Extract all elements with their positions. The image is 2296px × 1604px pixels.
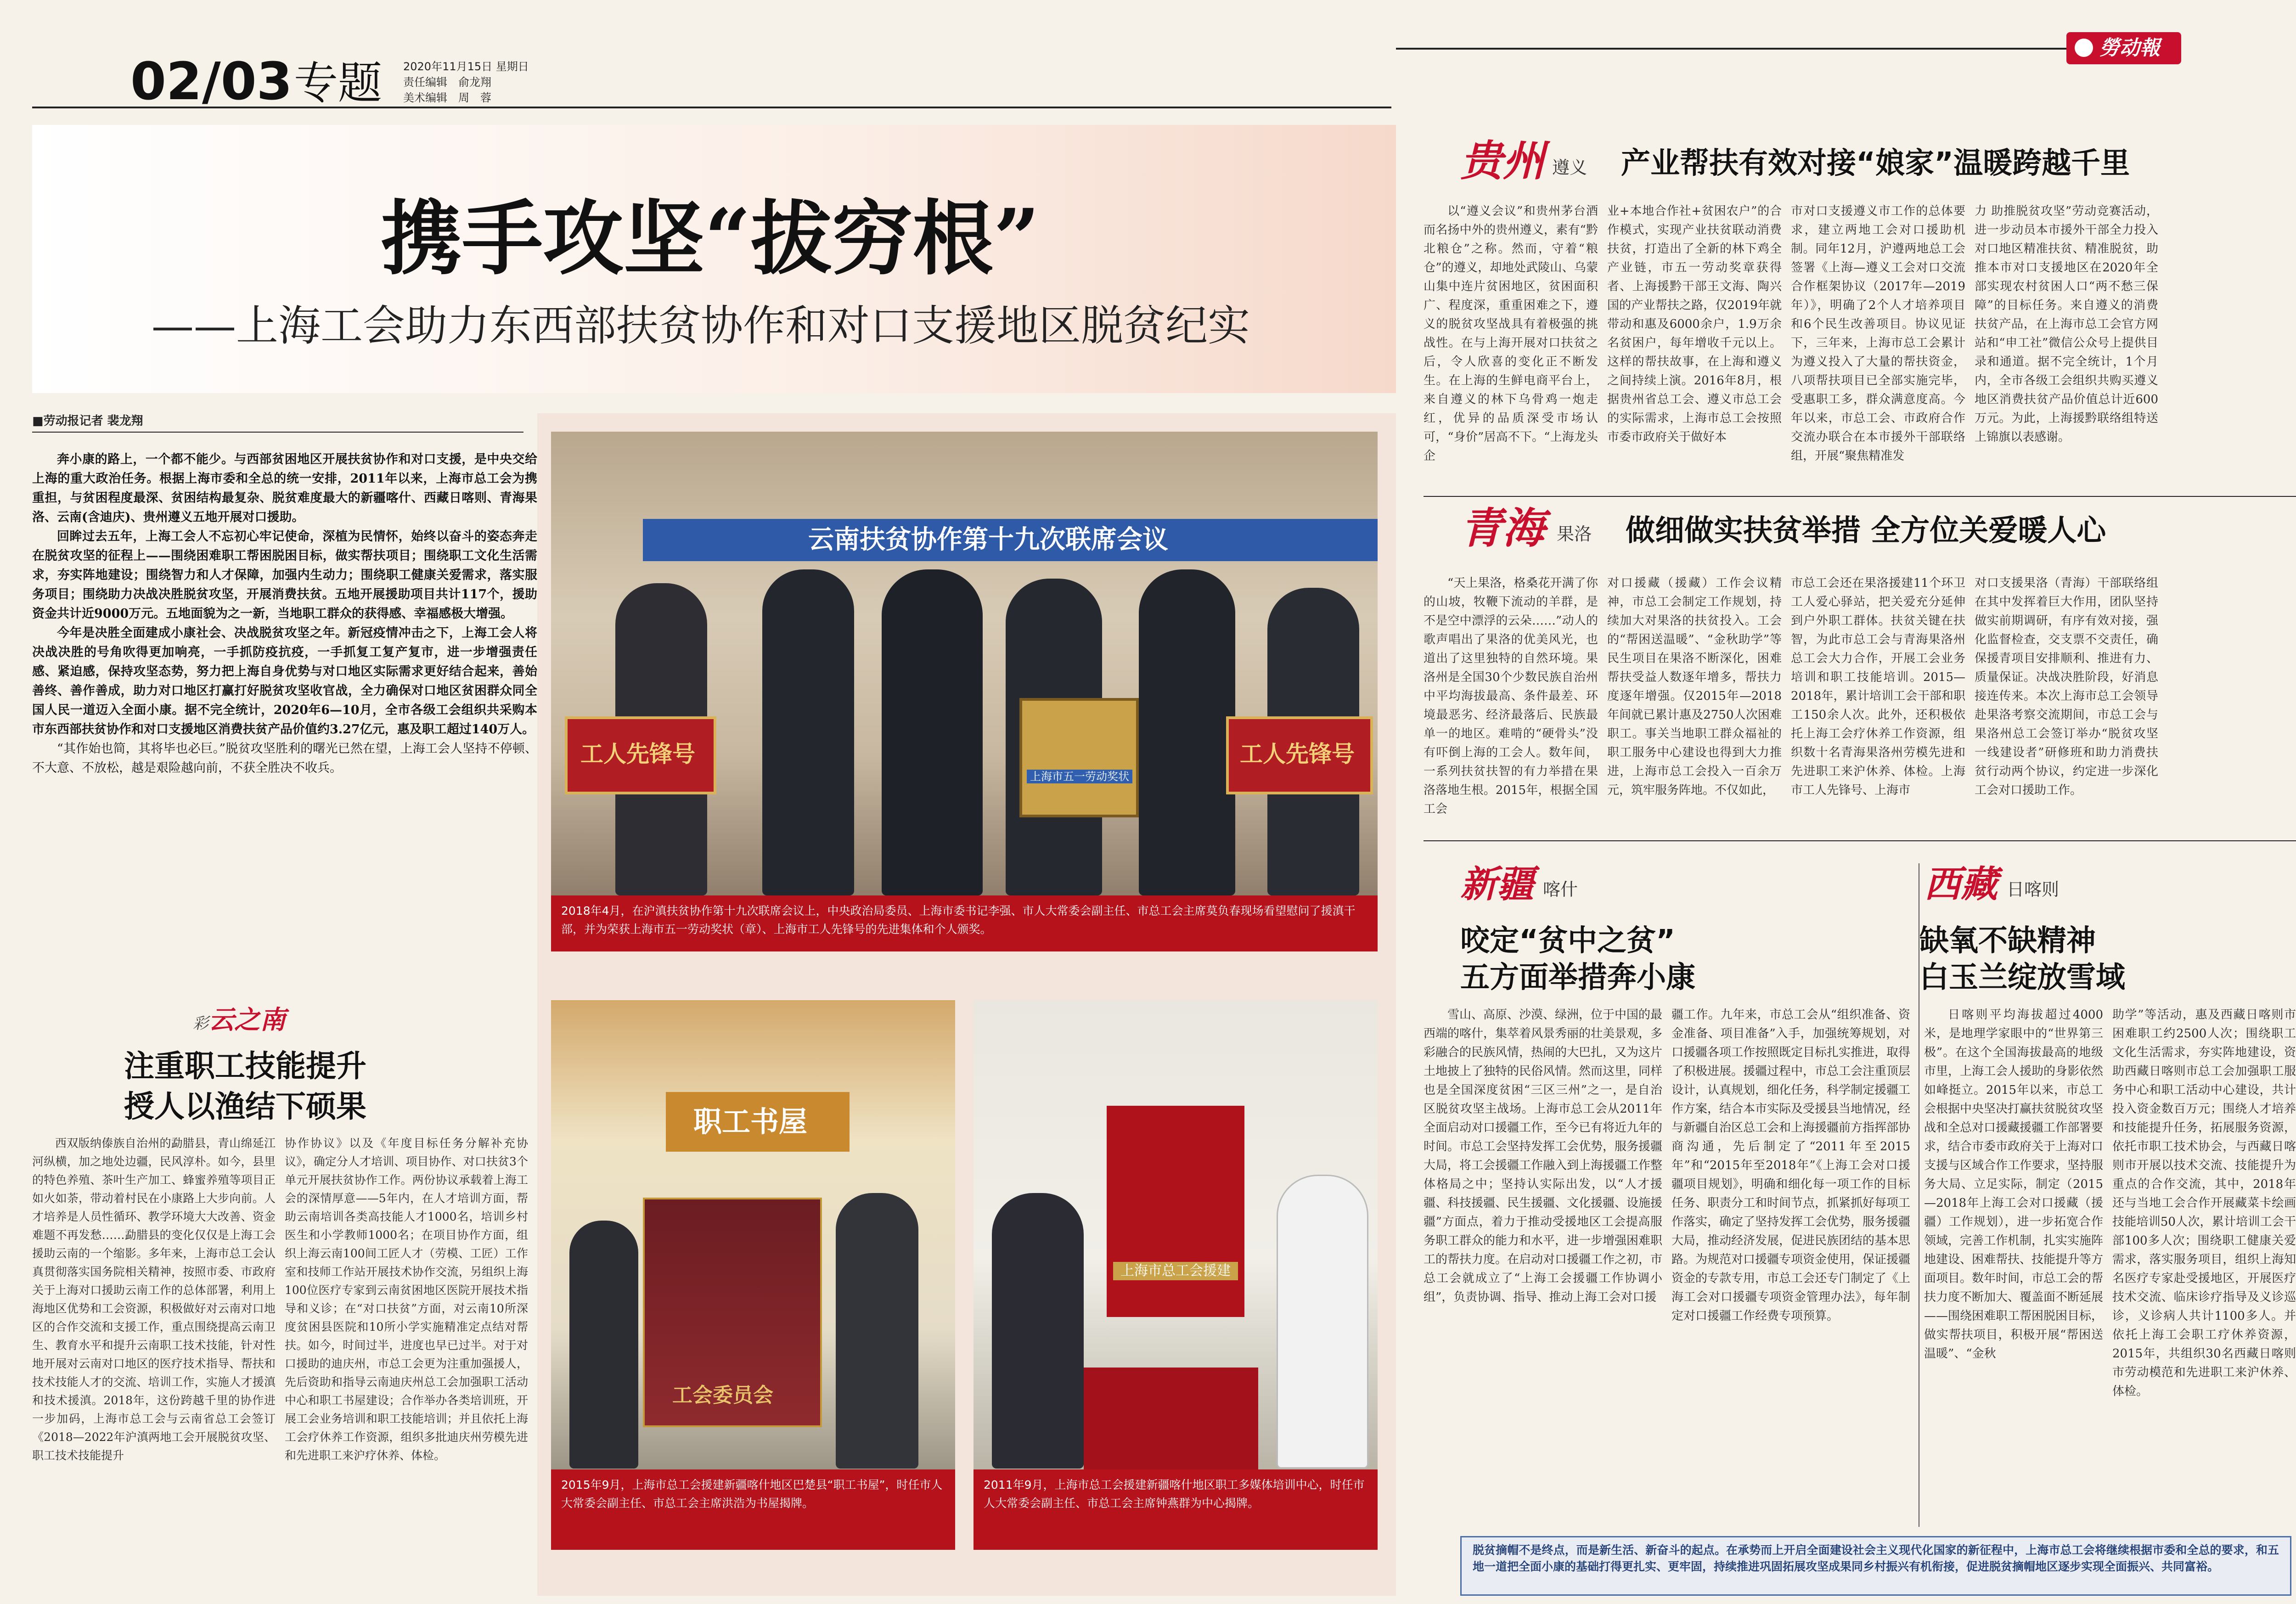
body-text: 对口支援果洛（青海）干部联络组在其中发挥着巨大作用，团队坚持做实前期调研，有序有效对接，强化监督检查，交支票不交责任，确保援青项目安排顺利、推进有力、质量保证。决战决胜阶段，好消息接连传来。本次上海市总工会领导赴果洛考察交流期间，市总工会与果洛州总工会签订举办“脱贫攻坚一线建设者”研修班和助力消费扶贫行动两个协议，约定进一步深化工会对口援助工作。	[1975, 576, 2158, 797]
yunnan-kicker	[193, 1004, 286, 1040]
xizang-province: 西藏	[1924, 862, 1998, 906]
xinjiang-place: 喀什	[1543, 879, 1578, 900]
person-figure	[992, 1193, 1084, 1469]
section-name: 专题	[294, 57, 382, 109]
body-text: 市对口支援遵义市工作的总体要求，建立两地工会对口援助机制。同年12月，沪遵两地总工会签署《上海—遵义工会对口交流合作框架协议（2017年—2019年）》，明确了2个人才培养项目和6个民生改善项目。协议见证下，三年来，上海市总工会累计为遵义投入了大量的帮扶资金，八项帮扶项目已全部实施完毕，受惠职工多，群众满意度高。今年以来，市总工会、市政府合作交流办联合在本市援外干部联络组，开展“聚焦精准发	[1791, 204, 1965, 463]
xizang-title-line2: 白玉兰绽放雪域	[1919, 961, 2125, 995]
award-plaque	[1019, 698, 1139, 817]
art-editor: 美术编辑 周 蓉	[403, 91, 491, 104]
yunnan-title-line1: 注重职工技能提升	[124, 1048, 366, 1084]
award-plaque	[565, 716, 716, 794]
page-number: 02/03	[130, 52, 293, 112]
body-text: 业+本地合作社+贫困农户”的合作模式，实现产业扶贫联动消费扶贫，打造出了全新的林下鸡全产业链，市五一劳动奖章获得者、上海援黔干部王文海、陶兴国的产业帮扶之路，仅2019年就带动和惠及6000余户，1.9万余名贫困户，每年增收千元以上。这样的帮扶故事，在上海和遵义之间持续上演。2016年8月，根据贵州省总工会、遵义市总工会的实际需求，上海市总工会按照市委市政府关于做好本	[1607, 204, 1782, 444]
kicker-main: 云之南	[208, 1005, 286, 1035]
qinghai-col2	[1607, 574, 1782, 824]
section-divider	[1424, 840, 2296, 841]
lead-paragraph: “其作始也简，其将毕也必巨。”脱贫攻坚胜利的曙光已然在望，上海工会人坚持不停顿、不大意、不放松，越是艰险越向前，不获全胜决不收兵。	[32, 742, 537, 775]
guizhou-title: 产业帮扶有效对接“娘家”温暖跨越千里	[1621, 146, 2130, 180]
logo-text: 勞动報	[2099, 36, 2160, 60]
lead-paragraph: 今年是决胜全面建成小康社会、决战脱贫攻坚之年。新冠疫情冲击之下，上海工会人将决战决胜的号角吹得更加响亮，一手抓防疫抗疫，一手抓复工复产复市，进一步增强责任感、紧迫感，保持攻坚态势，努力把上海自身优势与对口地区实际需求更好结合起来，善始善终、善作善成，助力对口地区打赢打好脱贫攻坚收官战，全力确保对口地区贫困群众同全国人民一道迈入全面小康。据不完全统计，2020年6—10月，全市各级工会组织共采购本市东西部扶贫协作和对口支援地区消费扶贫产品价值约3.27亿元，惠及职工超过140万人。	[32, 626, 537, 737]
xinjiang-title-line1: 咬定“贫中之贫”	[1460, 924, 1676, 958]
section-divider	[1424, 496, 2296, 497]
plaque-text: 工人先锋号	[580, 740, 695, 767]
closing-box	[1460, 1536, 2291, 1596]
yunnan-col2	[285, 1134, 528, 1587]
banner-text: 云南扶贫协作第十九次联席会议	[808, 525, 1168, 555]
xinjiang-col1	[1424, 1006, 1662, 1527]
body-text: 助学”等活动，惠及西藏日喀则市困难职工约2500人次；围绕职工文化生活需求，夯实阵地建设，资助西藏日喀则市总工会加强职工服务中心和职工活动中心建设，共计投入资金数百万元；围绕人才培养和技能提升任务，拓展服务资源，依托市职工技术协会，与西藏日喀则市开展以技术交流、技能提升为重点的合作交流，其中，2018年还与当地工会合作开展藏菜卡绘画技能培训50人次，累计培训工会干部100多人次；围绕职工健康关爱需求，落实服务项目，组织上海知名医疗专家赴受援地区，开展医疗技术交流、临床诊疗指导及义诊巡诊，义诊病人共计1100多人。并依托上海工会职工疗休养资源，2015年，共组织30名西藏日喀则市劳动模范和先进职工来沪休养、体检。	[2112, 1008, 2296, 1398]
award-plaque	[1226, 716, 1373, 794]
qinghai-place: 果洛	[1557, 524, 1592, 544]
person-figure	[1277, 1175, 1368, 1469]
lead-paragraph: 回眸过去五年，上海工会人不忘初心牢记使命，深植为民情怀，始终以奋斗的姿态奔走在脱贫攻坚的征程上——围绕困难职工帮困脱困目标，做实帮扶项目；围绕职工文化生活需求，夯实阵地建设；围绕智力和人才保障，加强内生动力；围绕职工健康关爱需求，落实服务项目；围绕助力决战决胜脱贫攻坚，开展消费扶贫。五地开展援助项目共计117个，援助资金共计近9000万元。五地面貌为之一新，当地职工群众的获得感、幸福感极大增强。	[32, 529, 537, 621]
person-figure	[569, 1221, 638, 1469]
byline: ■劳动报记者 裴龙翔	[32, 414, 143, 428]
person-figure	[836, 1193, 918, 1469]
lead-paragraph: 奔小康的路上，一个都不能少。与西部贫困地区开展扶贫协作和对口支援，是中央交给上海的重大政治任务。根据上海市委和全总的统一安排，2011年以来，上海市总工会为携重担，与贫困程度最深、贫困结构最复杂、脱贫难度最大的新疆喀什、西藏日喀则、青海果洛、云南(含迪庆)、贵州遵义五地开展对口援助。	[32, 452, 537, 524]
body-text: 市总工会还在果洛援建11个环卫工人爱心驿站，把关爱充分延伸到户外职工群体。扶贫关键在扶智，为此市总工会与青海果洛州总工会大力合作，开展工会业务培训和职工技能培训。2015—2018年，累计培训工会干部和职工150余人次。此外，还积极依托上海工会疗休养工作资源，组织数十名青海果洛州劳模先进和先进职工来沪休养、体检。上海市工人先锋号、上海市	[1791, 576, 1965, 797]
qinghai-col4	[1975, 574, 2158, 824]
person-figure	[762, 569, 854, 895]
photo-caption-bottom-left: 2015年9月，上海市总工会援建新疆喀什地区巴楚县“职工书屋”，时任市人大常委会副主任、市总工会主席洪浩为书屋揭牌。	[551, 1469, 955, 1550]
byline-rule	[32, 432, 523, 433]
kicker-prefix: 彩	[193, 1014, 208, 1033]
body-text: 疆工作。九年来，市总工会从“组织准备、资金准备、项目准备”入手，加强统筹规划，对口援疆各项工作按照既定目标扎实推进，取得了积极进展。援疆过程中，市总工会注重顶层设计，认真规划，细化任务，科学制定援疆工作方案，结合本市实际及受援县当地情况，经与新疆自治区总工会和上海援疆前方指挥部协商沟通，先后制定了“2011年至2015年”和“2015年至2018年”《上海工会对口援疆项目规划》，明确和细化每一项工作的目标任务、职责分工和时间节点，抓紧抓好每项工作落实，确定了坚持发挥工会优势，服务援疆大局，推动经济发展，促进民族团结的基本思路。为规范对口援疆专项资金使用，保证援疆资金的专款专用，市总工会还专门制定了《上海工会对口援疆专项资金管理办法》，每年制定对口援疆工作经费专项预算。	[1671, 1008, 1910, 1323]
guizhou-province: 贵州	[1460, 136, 1545, 186]
yunnan-title-line2: 授人以渔结下硕果	[124, 1089, 366, 1124]
guizhou-col3	[1791, 202, 1965, 505]
xinjiang-title-line2: 五方面举措奔小康	[1460, 961, 1695, 995]
body-text: 以“遵义会议”和贵州茅台酒而名扬中外的贵州遵义，素有“黔北粮仓”之称。然而，守着“粮仓”的遵义，却地处武陵山、乌蒙山集中连片贫困地区，贫困面积广、程度深，重重困难之下，遵义的脱贫攻坚战具有着极强的挑战性。在与上海开展对口扶贫之后，令人欣喜的变化正不断发生。在上海的生鲜电商平台上，来自遵义的林下乌骨鸡一炮走红，优异的品质深受市场认可，“身价”居高不下。“上海龙头企	[1424, 204, 1598, 463]
qinghai-title: 做细做实扶贫举措 全方位关爱暖人心	[1626, 514, 2106, 548]
person-figure	[1139, 569, 1235, 895]
body-text: 西双版纳傣族自治州的勐腊县，青山绵延江河纵横，加之地处边疆，民风淳朴。如今，县里的特色养殖、茶叶生产加工、蜂蜜养殖等项目正如火如荼，带动着村民在小康路上大步向前。人才培养是人员性循环、教学环境大大改善、资金难题不再发愁……勐腊县的变化仅仅是上海工会援助云南的一个缩影。多年来，上海市总工会认真贯彻落实国务院相关精神，按照市委、市政府关于上海对口援助云南工作的总体部署，利用上海地区优势和工会资源，积极做好对云南对口地区的合作交流和支援工作，重点围绕提高云南卫生、教育水平和提升云南职工技术技能，针对性地开展对云南对口地区的医疗技术指导、帮扶和技术技能人才的交流、培训工作，实施人才援滇和技术援滇。2018年，这份跨越千里的协作进一步加码，上海市总工会与云南省总工会签订《2018—2022年沪滇两地工会开展脱贫攻坚、职工技术技能提升	[32, 1137, 276, 1462]
feature-title: 携手攻坚“拔穷根”	[381, 191, 1040, 286]
bookhouse-sign	[666, 1092, 850, 1152]
xizang-col2	[2112, 1006, 2296, 1527]
body-text: 力 助推脱贫攻坚”劳动竞赛活动，进一步动员本市援外干部全力投入对口地区精准扶贫、精准脱贫，助推本市对口支援地区在2020年全部实现农村贫困人口“两不愁三保障”的目标任务。来自遵义的消费扶贫产品，在上海市总工会官方网站和“申工社”微信公众号上提供目录和通道。据不完全统计，1个月内，全市各级工会组织共购买遵义地区消费扶贫产品价值总计近600万元。为此，上海援黔联络组特送上锦旗以表感谢。	[1975, 204, 2158, 444]
photo-training-center	[974, 1000, 1378, 1469]
guizhou-col1	[1424, 202, 1598, 505]
guizhou-col2	[1607, 202, 1782, 505]
photo-caption-bottom-right: 2011年9月，上海市总工会援建新疆喀什地区职工多媒体培训中心，时任市人大常委会副主任、市总工会主席钟燕群为中心揭牌。	[974, 1469, 1378, 1550]
xinjiang-col2	[1671, 1006, 1910, 1527]
sign-text: 职工书屋	[693, 1105, 808, 1138]
body-text: 对口援藏（援藏）工作会议精神，市总工会制定工作规划，持续加大对果洛的扶贫投入。工会的“帮困送温暖”、“金秋助学”等民生项目在果洛不断深化，困难帮扶受益人数逐年增多，帮扶力度逐年增强。仅2015年—2018年间就已累计惠及2750人次困难职工。事关当地职工群众福祉的职工服务中心建设也得到大力推进，上海市总工会投入一百余万元，筑牢服务阵地。不仅如此，	[1607, 576, 1782, 797]
plaque-text: 工人先锋号	[1240, 740, 1355, 767]
header-rule-right	[1396, 48, 2071, 50]
logo-emblem-icon	[2075, 39, 2093, 57]
lead-column	[32, 450, 537, 964]
meeting-banner	[643, 519, 1378, 561]
red-carpet	[1084, 1368, 1258, 1469]
photo-caption-top: 2018年4月，在沪滇扶贫协作第十九次联席会议上，中央政治局委员、上海市委书记李强、市人大常委会副主任、市总工会主席莫负春现场看望慰问了援滇干部，并为荣获上海市五一劳动奖状（章）、上海市工人先锋号的先进集体和个人颁奖。	[551, 895, 1378, 951]
sign-text: 工会委员会	[672, 1384, 773, 1407]
closing-text: 脱贫摘帽不是终点，而是新生活、新奋斗的起点。在承势而上开启全面建设社会主义现代化国家的新征程中，上海市总工会将继续根据市委和全总的要求，和五地一道把全面小康的基础打得更扎实、更牢固，持续推进巩固拓展攻坚成果同乡村振兴有机衔接，促进脱贫摘帽地区逐步实现全面振兴、共同富裕。	[1473, 1543, 2279, 1573]
guizhou-col4	[1975, 202, 2158, 505]
body-text: 日喀则平均海拔超过4000米，是地理学家眼中的“世界第三极”。在这个全国海拔最高的地级市里，上海工会人援助的身影依然如峰挺立。2015年以来，市总工会根据中央坚决打赢扶贫脱贫攻坚战和全总对口援藏援疆工作部署要求，结合市委市政府关于上海对口支援与区域合作工作要求，坚持服务大局、立足实际，制定（2015—2018年上海工会对口援藏（援疆）工作规划），进一步拓宽合作领域，完善工作机制，扎实实施阵地建设、困难帮扶、技能提升等方面项目。数年时间，市总工会的帮扶力度不断加大、覆盖面不断延展——围绕困难职工帮困脱困目标，做实帮扶项目，积极开展“帮困送温暖”、“金秋	[1924, 1008, 2103, 1361]
issue-date: 2020年11月15日 星期日	[403, 60, 529, 73]
xizang-col1	[1924, 1006, 2103, 1527]
plaque-text: 上海市五一劳动奖状	[1027, 770, 1132, 783]
qinghai-col1	[1424, 574, 1598, 824]
responsible-editor: 责任编辑 俞龙翔	[403, 76, 491, 89]
body-text: 协作协议》以及《年度目标任务分解补充协议》，确定分人才培训、项目协作、对口扶贫3个单元开展扶贫协作工作。两份协议承载着上海工会的深情厚意——5年内，在人才培训方面，帮助云南培训各类高技能人才1000名，培训乡村医生和小学教师1000名；在项目协作方面，组织上海云南100间工匠人才（劳模、工匠）工作室和技师工作站开展技术协作交流，另组织上海100位医疗专家到云南贫困地区医院开展技术指导和义诊；在“对口扶贫”方面，对云南10所深度贫困县医院和10所小学实施精准定点结对帮扶。如今，时间过半，进度也早已过半。对于对口援助的迪庆州，市总工会更为注重加强援人，先后资助和指导云南迪庆州总工会加强职工活动中心和职工书屋建设；合作举办各类培训班，开展工会业务培训和职工技能培训；并且依托上海工会疗休养工作资源，组织多批迪庆州劳模先进和先进职工来沪疗休养、体检。	[285, 1137, 528, 1462]
yunnan-col1	[32, 1134, 276, 1587]
person-figure	[882, 569, 983, 895]
body-text: “天上果洛，格桑花开满了你的山坡，牧鞭下流动的羊群，是不是空中漂浮的云朵……”动人的歌声唱出了果洛的优美风光，也道出了这里独特的自然环境。果洛州是全国30个少数民族自治州中平均海拔最高、条件最差、环境最恶劣、经济最落后、民族最单一的地区。难啃的“硬骨头”没有吓倒上海的工会人。数年间，一系列扶贫扶智的有力举措在果洛落地生根。2015年，根据全国工会	[1424, 576, 1598, 816]
body-text: 雪山、高原、沙漠、绿洲，位于中国的最西端的喀什，集萃着风景秀丽的壮美景观，多彩融合的民族风情，热闹的大巴扎，又为这片土地披上了独特的民俗风情。然而这里，同样也是全国深度贫困“三区三州”之一，是自治区脱贫攻坚主战场。上海市总工会从2011年全面启动对口援疆工作，至今已有将近九年的时间。市总工会坚持发挥工会优势，服务援疆大局，将工会援疆工作融入到上海援疆工作整体格局之中；坚持认实际出发，以“人才援疆、科技援疆、民生援疆、文化援疆、设施援疆”方面点，着力于推动受援地区工会提高服务职工群众的能力和水平，进一步增强困难职工的帮扶力度。在启动对口援疆工作之初，市总工会就成立了“上海工会援疆工作协调小组”，负责协调、指导、推动上海工会对口援	[1424, 1008, 1662, 1304]
unveiling-plaque	[1107, 1106, 1244, 1317]
feature-subtitle: ——上海工会助力东西部扶贫协作和对口支援地区脱贫纪实	[152, 301, 1250, 350]
guizhou-place: 遵义	[1552, 158, 1587, 178]
unveiling-plaque	[643, 1198, 822, 1427]
photo-award-ceremony	[551, 432, 1378, 895]
qinghai-col3	[1791, 574, 1965, 824]
qinghai-province: 青海	[1460, 503, 1545, 553]
newspaper-logo	[2066, 32, 2181, 64]
xizang-title-line1: 缺氧不缺精神	[1919, 924, 2096, 958]
xizang-place: 日喀则	[2007, 879, 2060, 900]
photo-workers-bookhouse	[551, 1000, 955, 1469]
xinjiang-province: 新疆	[1460, 862, 1534, 906]
sign-text: 上海市总工会援建	[1113, 1262, 1238, 1280]
